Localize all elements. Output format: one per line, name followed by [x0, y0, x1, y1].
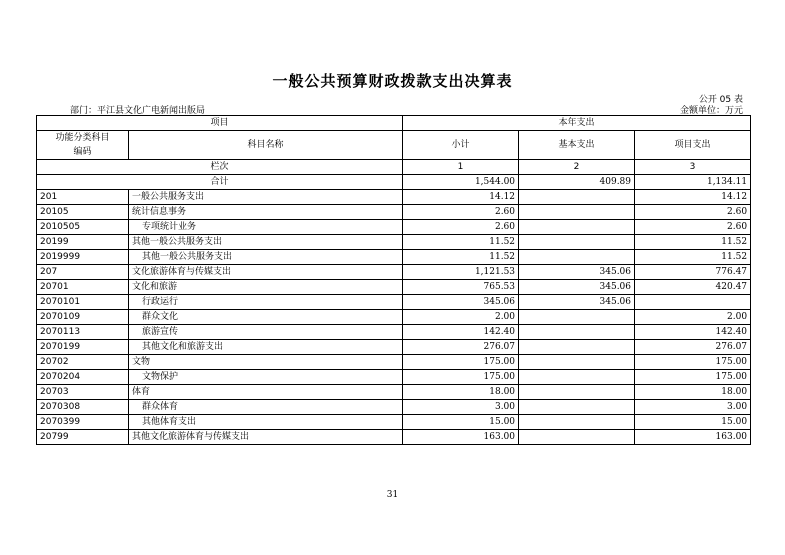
row-code: 20199 — [37, 235, 129, 250]
row-code: 20701 — [37, 280, 129, 295]
row-name: 文物 — [129, 355, 403, 370]
table-row — [37, 235, 751, 250]
row-subtotal: 2.00 — [403, 310, 519, 325]
row-code: 20105 — [37, 205, 129, 220]
row-project: 776.47 — [635, 265, 751, 280]
table-row — [37, 220, 751, 235]
row-subtotal: 15.00 — [403, 415, 519, 430]
row-code: 2070204 — [37, 370, 129, 385]
row-basic: 345.06 — [519, 265, 635, 280]
row-project: 14.12 — [635, 190, 751, 205]
table-row — [37, 370, 751, 385]
row-basic: 345.06 — [519, 280, 635, 295]
form-number: 公开 05 表 — [698, 95, 743, 105]
row-code: 2010505 — [37, 220, 129, 235]
table-row — [37, 310, 751, 325]
row-basic — [519, 235, 635, 250]
row-name: 其他文化和旅游支出 — [129, 340, 403, 355]
table-body — [37, 190, 751, 445]
row-project: 175.00 — [635, 370, 751, 385]
total-subtotal: 1,544.00 — [403, 175, 519, 190]
row-project: 3.00 — [635, 400, 751, 415]
project-header: 项目支出 — [635, 131, 751, 160]
row-project: 2.00 — [635, 310, 751, 325]
row-basic — [519, 370, 635, 385]
row-subtotal: 2.60 — [403, 205, 519, 220]
table-row — [37, 355, 751, 370]
row-subtotal: 3.00 — [403, 400, 519, 415]
column-index-2: 2 — [519, 160, 635, 175]
row-code: 2070101 — [37, 295, 129, 310]
column-index-3: 3 — [635, 160, 751, 175]
row-basic — [519, 205, 635, 220]
table-row — [37, 190, 751, 205]
row-project: 2.60 — [635, 220, 751, 235]
row-code: 207 — [37, 265, 129, 280]
expenditure-table — [36, 115, 751, 445]
table-row — [37, 265, 751, 280]
row-name: 体育 — [129, 385, 403, 400]
row-subtotal: 163.00 — [403, 430, 519, 445]
row-name: 文物保护 — [129, 370, 403, 385]
row-name: 文化和旅游 — [129, 280, 403, 295]
code-header: 功能分类科目 编码 — [37, 131, 129, 160]
row-basic — [519, 400, 635, 415]
row-code: 20702 — [37, 355, 129, 370]
row-code: 2070399 — [37, 415, 129, 430]
row-basic — [519, 310, 635, 325]
row-project: 175.00 — [635, 355, 751, 370]
basic-header: 基本支出 — [519, 131, 635, 160]
row-code: 2070113 — [37, 325, 129, 340]
current-year-header: 本年支出 — [403, 116, 751, 131]
row-project: 11.52 — [635, 235, 751, 250]
row-basic — [519, 430, 635, 445]
table-row — [37, 385, 751, 400]
table-row — [37, 295, 751, 310]
row-code: 20703 — [37, 385, 129, 400]
row-subtotal: 2.60 — [403, 220, 519, 235]
row-project: 2.60 — [635, 205, 751, 220]
row-subtotal: 276.07 — [403, 340, 519, 355]
row-name: 旅游宣传 — [129, 325, 403, 340]
row-name: 行政运行 — [129, 295, 403, 310]
row-name: 其他一般公共服务支出 — [129, 235, 403, 250]
row-project: 163.00 — [635, 430, 751, 445]
table-row — [37, 340, 751, 355]
row-code: 2070199 — [37, 340, 129, 355]
row-project: 15.00 — [635, 415, 751, 430]
column-index-1: 1 — [403, 160, 519, 175]
row-name: 其他体育支出 — [129, 415, 403, 430]
row-subtotal: 175.00 — [403, 355, 519, 370]
row-name: 其他一般公共服务支出 — [129, 250, 403, 265]
row-subtotal: 765.53 — [403, 280, 519, 295]
subtotal-header: 小计 — [403, 131, 519, 160]
row-code: 2070308 — [37, 400, 129, 415]
row-name: 群众文化 — [129, 310, 403, 325]
row-name: 其他文化旅游体育与传媒支出 — [129, 430, 403, 445]
table-row — [37, 415, 751, 430]
row-subtotal: 175.00 — [403, 370, 519, 385]
row-name: 统计信息事务 — [129, 205, 403, 220]
total-basic: 409.89 — [519, 175, 635, 190]
row-project: 11.52 — [635, 250, 751, 265]
row-basic — [519, 355, 635, 370]
row-code: 2019999 — [37, 250, 129, 265]
row-basic — [519, 220, 635, 235]
row-subtotal: 11.52 — [403, 250, 519, 265]
table-row — [37, 430, 751, 445]
department-label: 部门：平江县文化广电新闻出版局 — [70, 106, 206, 116]
table-row — [37, 400, 751, 415]
page-number: 31 — [386, 490, 399, 500]
page-title: 一般公共预算财政拨款支出决算表 — [272, 72, 513, 90]
row-basic — [519, 385, 635, 400]
row-project: 142.40 — [635, 325, 751, 340]
row-subtotal: 142.40 — [403, 325, 519, 340]
row-basic — [519, 415, 635, 430]
table-row — [37, 250, 751, 265]
item-header: 项目 — [37, 116, 403, 131]
row-code: 201 — [37, 190, 129, 205]
row-subtotal: 11.52 — [403, 235, 519, 250]
row-subtotal: 18.00 — [403, 385, 519, 400]
row-name: 文化旅游体育与传媒支出 — [129, 265, 403, 280]
row-name: 一般公共服务支出 — [129, 190, 403, 205]
row-project: 276.07 — [635, 340, 751, 355]
row-project: 18.00 — [635, 385, 751, 400]
row-code: 2070109 — [37, 310, 129, 325]
row-subtotal: 14.12 — [403, 190, 519, 205]
row-subtotal: 345.06 — [403, 295, 519, 310]
total-label: 合计 — [37, 175, 403, 190]
table-row — [37, 280, 751, 295]
row-name: 专项统计业务 — [129, 220, 403, 235]
row-basic — [519, 190, 635, 205]
row-basic — [519, 325, 635, 340]
column-index-label: 栏次 — [37, 160, 403, 175]
total-project: 1,134.11 — [635, 175, 751, 190]
row-basic: 345.06 — [519, 295, 635, 310]
row-name: 群众体育 — [129, 400, 403, 415]
table-row — [37, 205, 751, 220]
amount-unit-label: 金额单位：万元 — [679, 106, 743, 116]
row-basic — [519, 250, 635, 265]
row-subtotal: 1,121.53 — [403, 265, 519, 280]
name-header: 科目名称 — [129, 131, 403, 160]
row-project — [635, 295, 751, 310]
row-code: 20799 — [37, 430, 129, 445]
table-row — [37, 325, 751, 340]
row-basic — [519, 340, 635, 355]
row-project: 420.47 — [635, 280, 751, 295]
